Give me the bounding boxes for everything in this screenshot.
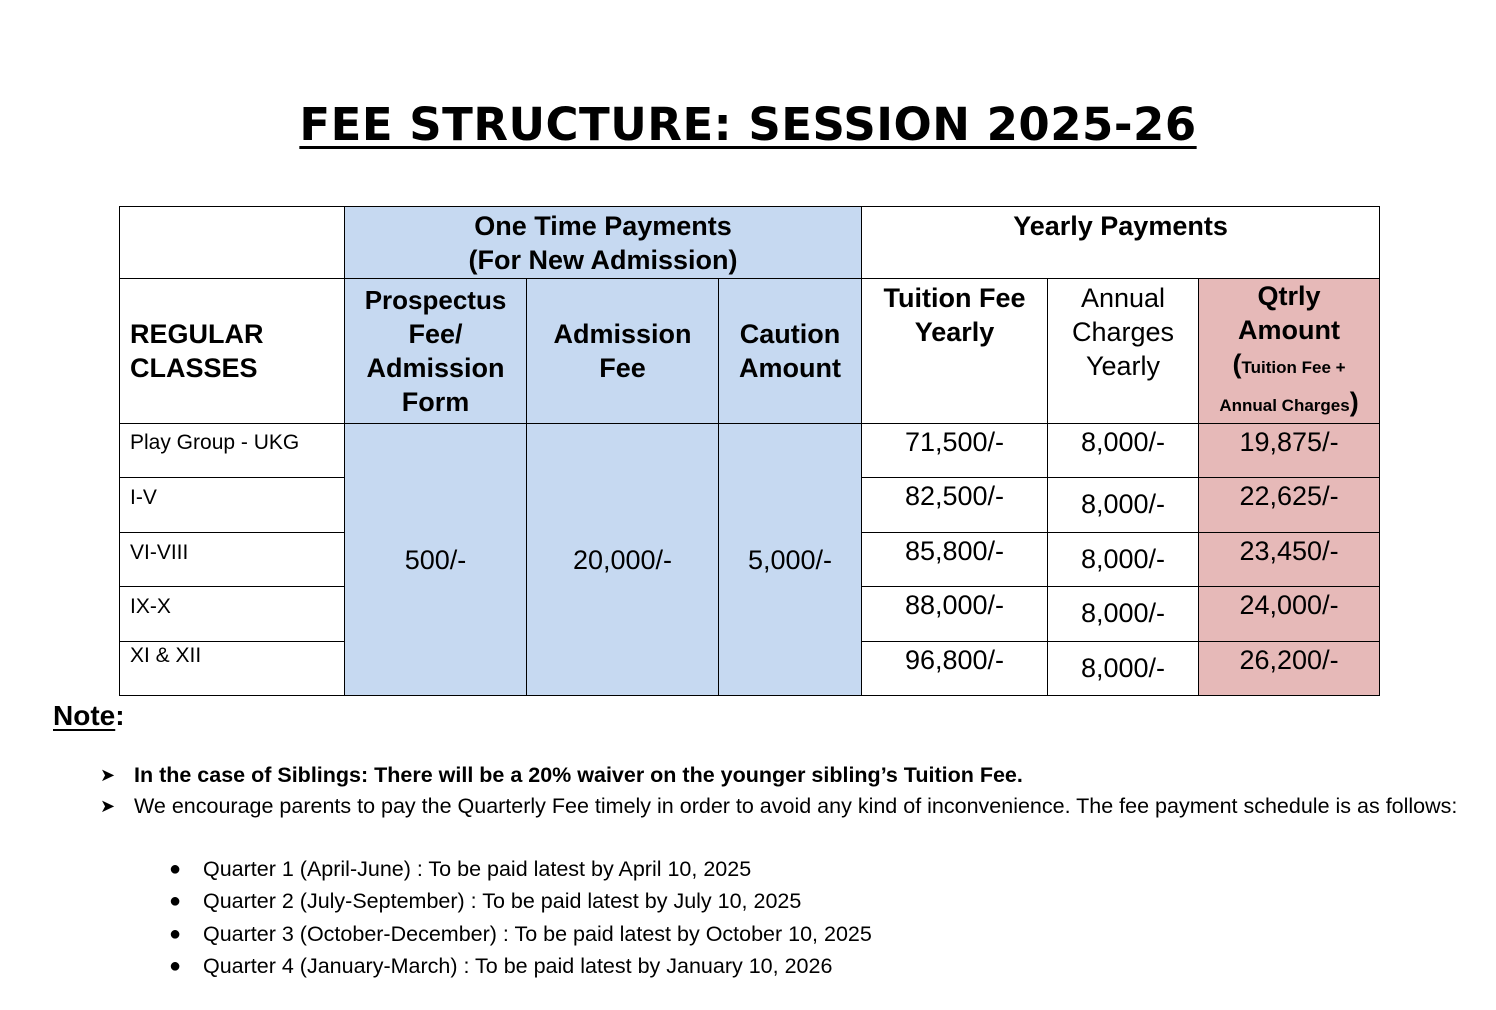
list-item: ➤ In the case of Siblings: There will be a 20% waiver on the younger sibling’s Tuition Fee. — [100, 760, 1460, 791]
qtrly-cell: 23,450/- — [1199, 533, 1380, 587]
annual-cell: 8,000/- — [1048, 478, 1199, 533]
dot-bullet-icon: ● — [169, 890, 182, 913]
payment-schedule — [165, 853, 872, 982]
list-item: ● Quarter 4 (January-March) : To be paid latest by January 10, 2026 — [165, 950, 872, 982]
group-header-row — [120, 207, 1380, 279]
tuition-cell: 96,800/- — [862, 642, 1048, 696]
one-time-payments-header — [345, 207, 862, 279]
annual-cell: 8,000/- — [1048, 642, 1199, 696]
admission-fee-header: Admission Fee — [527, 279, 719, 424]
qtrly-cell: 24,000/- — [1199, 587, 1380, 642]
fee-table — [119, 206, 1380, 696]
class-cell: XI & XII — [120, 642, 345, 696]
arrow-bullet-icon: ➤ — [100, 796, 116, 816]
prospectus-header: Prospectus Fee/ Admission Form — [345, 279, 527, 424]
qtrly-header: Qtrly Amount (Tuition Fee + Annual Charges) — [1199, 279, 1380, 424]
caution-header: Caution Amount — [719, 279, 862, 424]
class-cell: I-V — [120, 478, 345, 533]
admission-fee-cell: 20,000/- — [527, 424, 719, 696]
dot-bullet-icon: ● — [169, 954, 182, 977]
list-item: ● Quarter 3 (October-December) : To be paid latest by October 10, 2025 — [165, 918, 872, 950]
page-title: FEE STRUCTURE: SESSION 2025-26 — [299, 98, 1197, 151]
tuition-cell: 88,000/- — [862, 587, 1048, 642]
column-header-row — [120, 279, 1380, 424]
dot-bullet-icon: ● — [169, 858, 182, 880]
annual-cell: 8,000/- — [1048, 587, 1199, 642]
tuition-cell: 82,500/- — [862, 478, 1048, 533]
tuition-cell: 85,800/- — [862, 533, 1048, 587]
classes-header: REGULAR CLASSES — [120, 279, 345, 424]
prospectus-fee-cell: 500/- — [345, 424, 527, 696]
blank-corner-cell — [120, 207, 345, 279]
note-heading: Note: — [53, 700, 125, 731]
list-item: ● Quarter 2 (July-September) : To be paid latest by July 10, 2025 — [165, 885, 872, 917]
caution-amount-cell: 5,000/- — [719, 424, 862, 696]
tuition-header: Tuition Fee Yearly — [862, 279, 1048, 424]
class-cell: IX-X — [120, 587, 345, 642]
class-cell: Play Group - UKG — [120, 424, 345, 478]
yearly-payments-header: Yearly Payments — [862, 207, 1380, 279]
qtrly-cell: 19,875/- — [1199, 424, 1380, 478]
new-admission-label: (For New Admission) — [468, 245, 738, 275]
class-cell: VI-VIII — [120, 533, 345, 587]
annual-cell: 8,000/- — [1048, 424, 1199, 478]
note-points — [100, 760, 1460, 822]
tuition-cell: 71,500/- — [862, 424, 1048, 478]
list-item: ● Quarter 1 (April-June) : To be paid latest by April 10, 2025 — [165, 853, 872, 885]
dot-bullet-icon: ● — [169, 922, 182, 945]
annual-header: Annual Charges Yearly — [1048, 279, 1199, 424]
table-row — [120, 424, 1380, 478]
qtrly-cell: 22,625/- — [1199, 478, 1380, 533]
list-item: ➤ We encourage parents to pay the Quarterly Fee timely in order to avoid any kind of inconvenience. The fee payment schedule is as follows: — [100, 791, 1460, 822]
annual-cell: 8,000/- — [1048, 533, 1199, 587]
arrow-bullet-icon: ➤ — [100, 765, 116, 785]
qtrly-cell: 26,200/- — [1199, 642, 1380, 696]
one-time-label: One Time Payments — [474, 211, 732, 241]
